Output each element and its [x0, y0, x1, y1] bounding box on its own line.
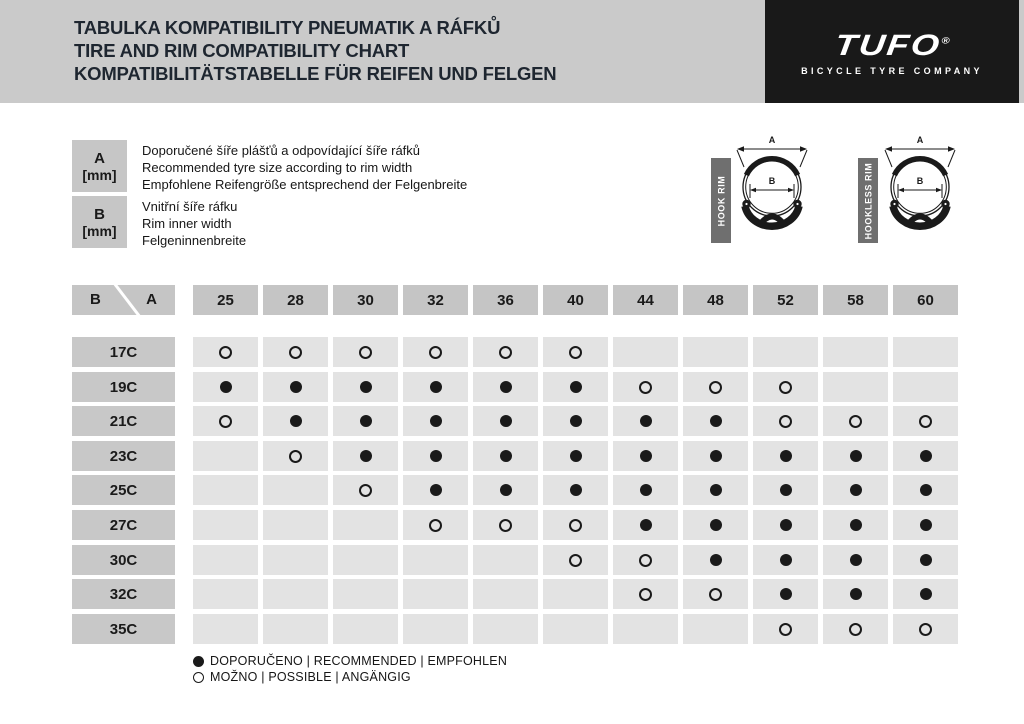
svg-text:A: A [916, 135, 924, 145]
registered-trademark-icon: ® [940, 35, 951, 46]
hook-rim-label: HOOK RIM [711, 158, 731, 243]
compat-cell [333, 372, 398, 402]
recommended-mark [920, 484, 932, 496]
compat-cell [193, 579, 258, 609]
recommended-mark [850, 554, 862, 566]
legend-recommended [193, 654, 507, 668]
svg-text:B: B [916, 176, 924, 186]
row-header: 27C [72, 510, 175, 540]
compat-cell [403, 372, 468, 402]
compat-cell [193, 475, 258, 505]
compat-cell [403, 579, 468, 609]
compat-cell [333, 475, 398, 505]
legend-recommended-label: DOPORUČENO | RECOMMENDED | EMPFOHLEN [210, 654, 508, 668]
compat-cell [823, 475, 888, 505]
compat-cell [473, 579, 538, 609]
compat-cell [473, 337, 538, 367]
compat-cell [753, 475, 818, 505]
tufo-logo-wordmark: TUFO® [832, 27, 951, 62]
open-dot-icon [193, 672, 204, 683]
legend-possible-label: MOŽNO | POSSIBLE | ANGÄNGIG [210, 670, 411, 684]
compat-cell [193, 372, 258, 402]
compat-cell [893, 372, 958, 402]
possible-mark [919, 415, 932, 428]
recommended-mark [220, 381, 232, 393]
recommended-mark [500, 484, 512, 496]
possible-mark [499, 346, 512, 359]
recommended-mark [290, 415, 302, 427]
recommended-mark [850, 450, 862, 462]
compat-cell [683, 337, 748, 367]
compat-cell [193, 545, 258, 575]
recommended-mark [640, 484, 652, 496]
column-header: 32 [403, 285, 468, 315]
recommended-mark [430, 450, 442, 462]
key-b-symbol: B [94, 205, 105, 223]
hook-rim-diagram-icon [734, 134, 810, 254]
recommended-mark [570, 450, 582, 462]
compat-cell [613, 510, 678, 540]
svg-text:B: B [768, 176, 776, 186]
compat-cell [683, 545, 748, 575]
compat-cell [823, 337, 888, 367]
key-a-symbol: A [94, 149, 105, 167]
row-header: 19C [72, 372, 175, 402]
row-header: 30C [72, 545, 175, 575]
compat-cell [193, 337, 258, 367]
recommended-mark [780, 450, 792, 462]
recommended-mark [710, 519, 722, 531]
compat-cell [753, 579, 818, 609]
compat-cell [333, 510, 398, 540]
legend-possible [193, 670, 411, 684]
column-header: 28 [263, 285, 328, 315]
possible-mark [639, 588, 652, 601]
row-header: 17C [72, 337, 175, 367]
recommended-mark [570, 484, 582, 496]
compat-cell [543, 406, 608, 436]
compat-cell [893, 475, 958, 505]
compat-cell [613, 475, 678, 505]
possible-mark [919, 623, 932, 636]
recommended-mark [430, 484, 442, 496]
compat-cell [543, 545, 608, 575]
recommended-mark [710, 484, 722, 496]
compat-cell [263, 406, 328, 436]
compat-cell [893, 406, 958, 436]
compat-cell [543, 579, 608, 609]
compat-cell [823, 614, 888, 644]
recommended-mark [570, 381, 582, 393]
recommended-mark [780, 554, 792, 566]
compat-cell [263, 475, 328, 505]
possible-mark [779, 623, 792, 636]
recommended-mark [920, 588, 932, 600]
compat-cell [683, 441, 748, 471]
possible-mark [639, 554, 652, 567]
column-header: 30 [333, 285, 398, 315]
recommended-mark [500, 415, 512, 427]
hookless-rim-diagram-icon [882, 134, 958, 254]
compat-cell [263, 545, 328, 575]
compat-cell [333, 614, 398, 644]
row-header: 23C [72, 441, 175, 471]
row-header: 25C [72, 475, 175, 505]
compat-cell [263, 579, 328, 609]
key-a-unit: [mm] [82, 166, 117, 183]
recommended-mark [360, 450, 372, 462]
recommended-mark [640, 450, 652, 462]
compat-cell [683, 579, 748, 609]
column-header: 36 [473, 285, 538, 315]
possible-mark [849, 415, 862, 428]
compat-cell [263, 372, 328, 402]
compat-cell [543, 441, 608, 471]
recommended-mark [780, 588, 792, 600]
hookless-rim-label: HOOKLESS RIM [858, 158, 878, 243]
corner-col-axis: A [146, 291, 157, 308]
compat-cell [823, 579, 888, 609]
compat-cell [543, 510, 608, 540]
recommended-mark [290, 381, 302, 393]
compat-cell [473, 372, 538, 402]
possible-mark [849, 623, 862, 636]
compat-cell [263, 337, 328, 367]
possible-mark [359, 346, 372, 359]
recommended-mark [640, 415, 652, 427]
compat-cell [403, 337, 468, 367]
compat-cell [263, 441, 328, 471]
recommended-mark [780, 484, 792, 496]
compat-cell [613, 372, 678, 402]
possible-mark [569, 346, 582, 359]
compat-cell [333, 579, 398, 609]
possible-mark [219, 415, 232, 428]
compat-cell [893, 579, 958, 609]
possible-mark [429, 346, 442, 359]
column-header: 58 [823, 285, 888, 315]
possible-mark [289, 346, 302, 359]
compat-cell [333, 337, 398, 367]
title-german: KOMPATIBILITÄTSTABELLE FÜR REIFEN UND FELGEN [74, 63, 557, 84]
column-header: 48 [683, 285, 748, 315]
compat-cell [543, 614, 608, 644]
compat-cell [823, 372, 888, 402]
recommended-mark [710, 415, 722, 427]
key-b-box [72, 196, 127, 248]
compat-cell [683, 614, 748, 644]
key-a-box [72, 140, 127, 192]
compat-cell [473, 545, 538, 575]
recommended-mark [920, 554, 932, 566]
compat-cell [613, 545, 678, 575]
compat-cell [333, 545, 398, 575]
tufo-logo-tagline: BICYCLE TYRE COMPANY [801, 66, 983, 76]
compat-cell [823, 406, 888, 436]
recommended-mark [920, 519, 932, 531]
possible-mark [639, 381, 652, 394]
compat-cell [753, 614, 818, 644]
compat-cell [823, 510, 888, 540]
key-b-description: Vnitřní šíře ráfku Rim inner width Felgeninnenbreite [142, 199, 247, 248]
compat-cell [613, 441, 678, 471]
compat-cell [753, 406, 818, 436]
corner-diagonal-line [72, 285, 175, 315]
recommended-mark [640, 519, 652, 531]
possible-mark [219, 346, 232, 359]
compat-cell [613, 406, 678, 436]
compat-cell [753, 545, 818, 575]
compat-cell [473, 441, 538, 471]
compat-cell [613, 614, 678, 644]
recommended-mark [430, 381, 442, 393]
compat-cell [753, 337, 818, 367]
compat-cell [403, 441, 468, 471]
table-corner-cell [72, 285, 175, 315]
key-b-unit: [mm] [82, 222, 117, 239]
compat-cell [543, 372, 608, 402]
corner-row-axis: B [90, 291, 101, 308]
compat-cell [753, 441, 818, 471]
possible-mark [709, 588, 722, 601]
recommended-mark [360, 381, 372, 393]
compat-cell [893, 510, 958, 540]
tufo-logo [765, 0, 1019, 103]
row-header: 32C [72, 579, 175, 609]
compat-cell [683, 475, 748, 505]
compat-cell [403, 510, 468, 540]
possible-mark [429, 519, 442, 532]
recommended-mark [570, 415, 582, 427]
possible-mark [779, 381, 792, 394]
compat-cell [473, 475, 538, 505]
compat-cell [683, 372, 748, 402]
recommended-mark [780, 519, 792, 531]
compat-cell [683, 406, 748, 436]
compat-cell [543, 475, 608, 505]
column-header: 60 [893, 285, 958, 315]
row-header: 35C [72, 614, 175, 644]
compat-cell [893, 545, 958, 575]
compat-cell [193, 441, 258, 471]
column-header: 40 [543, 285, 608, 315]
column-header: 25 [193, 285, 258, 315]
page-title [74, 16, 556, 85]
possible-mark [569, 519, 582, 532]
compat-cell [403, 406, 468, 436]
recommended-mark [500, 450, 512, 462]
compat-cell [263, 614, 328, 644]
recommended-mark [710, 450, 722, 462]
compat-cell [823, 441, 888, 471]
recommended-mark [430, 415, 442, 427]
compat-cell [893, 337, 958, 367]
column-header: 52 [753, 285, 818, 315]
compat-cell [613, 337, 678, 367]
key-a-description: Doporučené šíře plášťů a odpovídající šíře ráfků Recommended tyre size according to rim width Empfohlene Reifengröße entsprechend der Felgenbreite [142, 143, 468, 192]
compat-cell [893, 614, 958, 644]
compat-cell [613, 579, 678, 609]
compat-cell [473, 510, 538, 540]
compat-cell [403, 475, 468, 505]
compat-cell [193, 614, 258, 644]
recommended-mark [710, 554, 722, 566]
compat-cell [753, 372, 818, 402]
recommended-mark [360, 415, 372, 427]
possible-mark [359, 484, 372, 497]
row-header: 21C [72, 406, 175, 436]
compat-cell [473, 614, 538, 644]
compat-cell [333, 406, 398, 436]
recommended-mark [850, 588, 862, 600]
possible-mark [499, 519, 512, 532]
title-czech: TABULKA KOMPATIBILITY PNEUMATIK A RÁFKŮ [74, 17, 501, 38]
compat-cell [893, 441, 958, 471]
svg-text:A: A [768, 135, 776, 145]
compat-cell [683, 510, 748, 540]
recommended-mark [920, 450, 932, 462]
recommended-mark [500, 381, 512, 393]
compat-cell [263, 510, 328, 540]
compat-cell [403, 614, 468, 644]
possible-mark [709, 381, 722, 394]
title-english: TIRE AND RIM COMPATIBILITY CHART [74, 40, 410, 61]
compat-cell [403, 545, 468, 575]
recommended-mark [850, 519, 862, 531]
recommended-mark [850, 484, 862, 496]
compat-cell [193, 510, 258, 540]
possible-mark [569, 554, 582, 567]
possible-mark [779, 415, 792, 428]
compat-cell [543, 337, 608, 367]
filled-dot-icon [193, 656, 204, 667]
compat-cell [753, 510, 818, 540]
compat-cell [473, 406, 538, 436]
compat-cell [193, 406, 258, 436]
column-header: 44 [613, 285, 678, 315]
compat-cell [823, 545, 888, 575]
possible-mark [289, 450, 302, 463]
compat-cell [333, 441, 398, 471]
